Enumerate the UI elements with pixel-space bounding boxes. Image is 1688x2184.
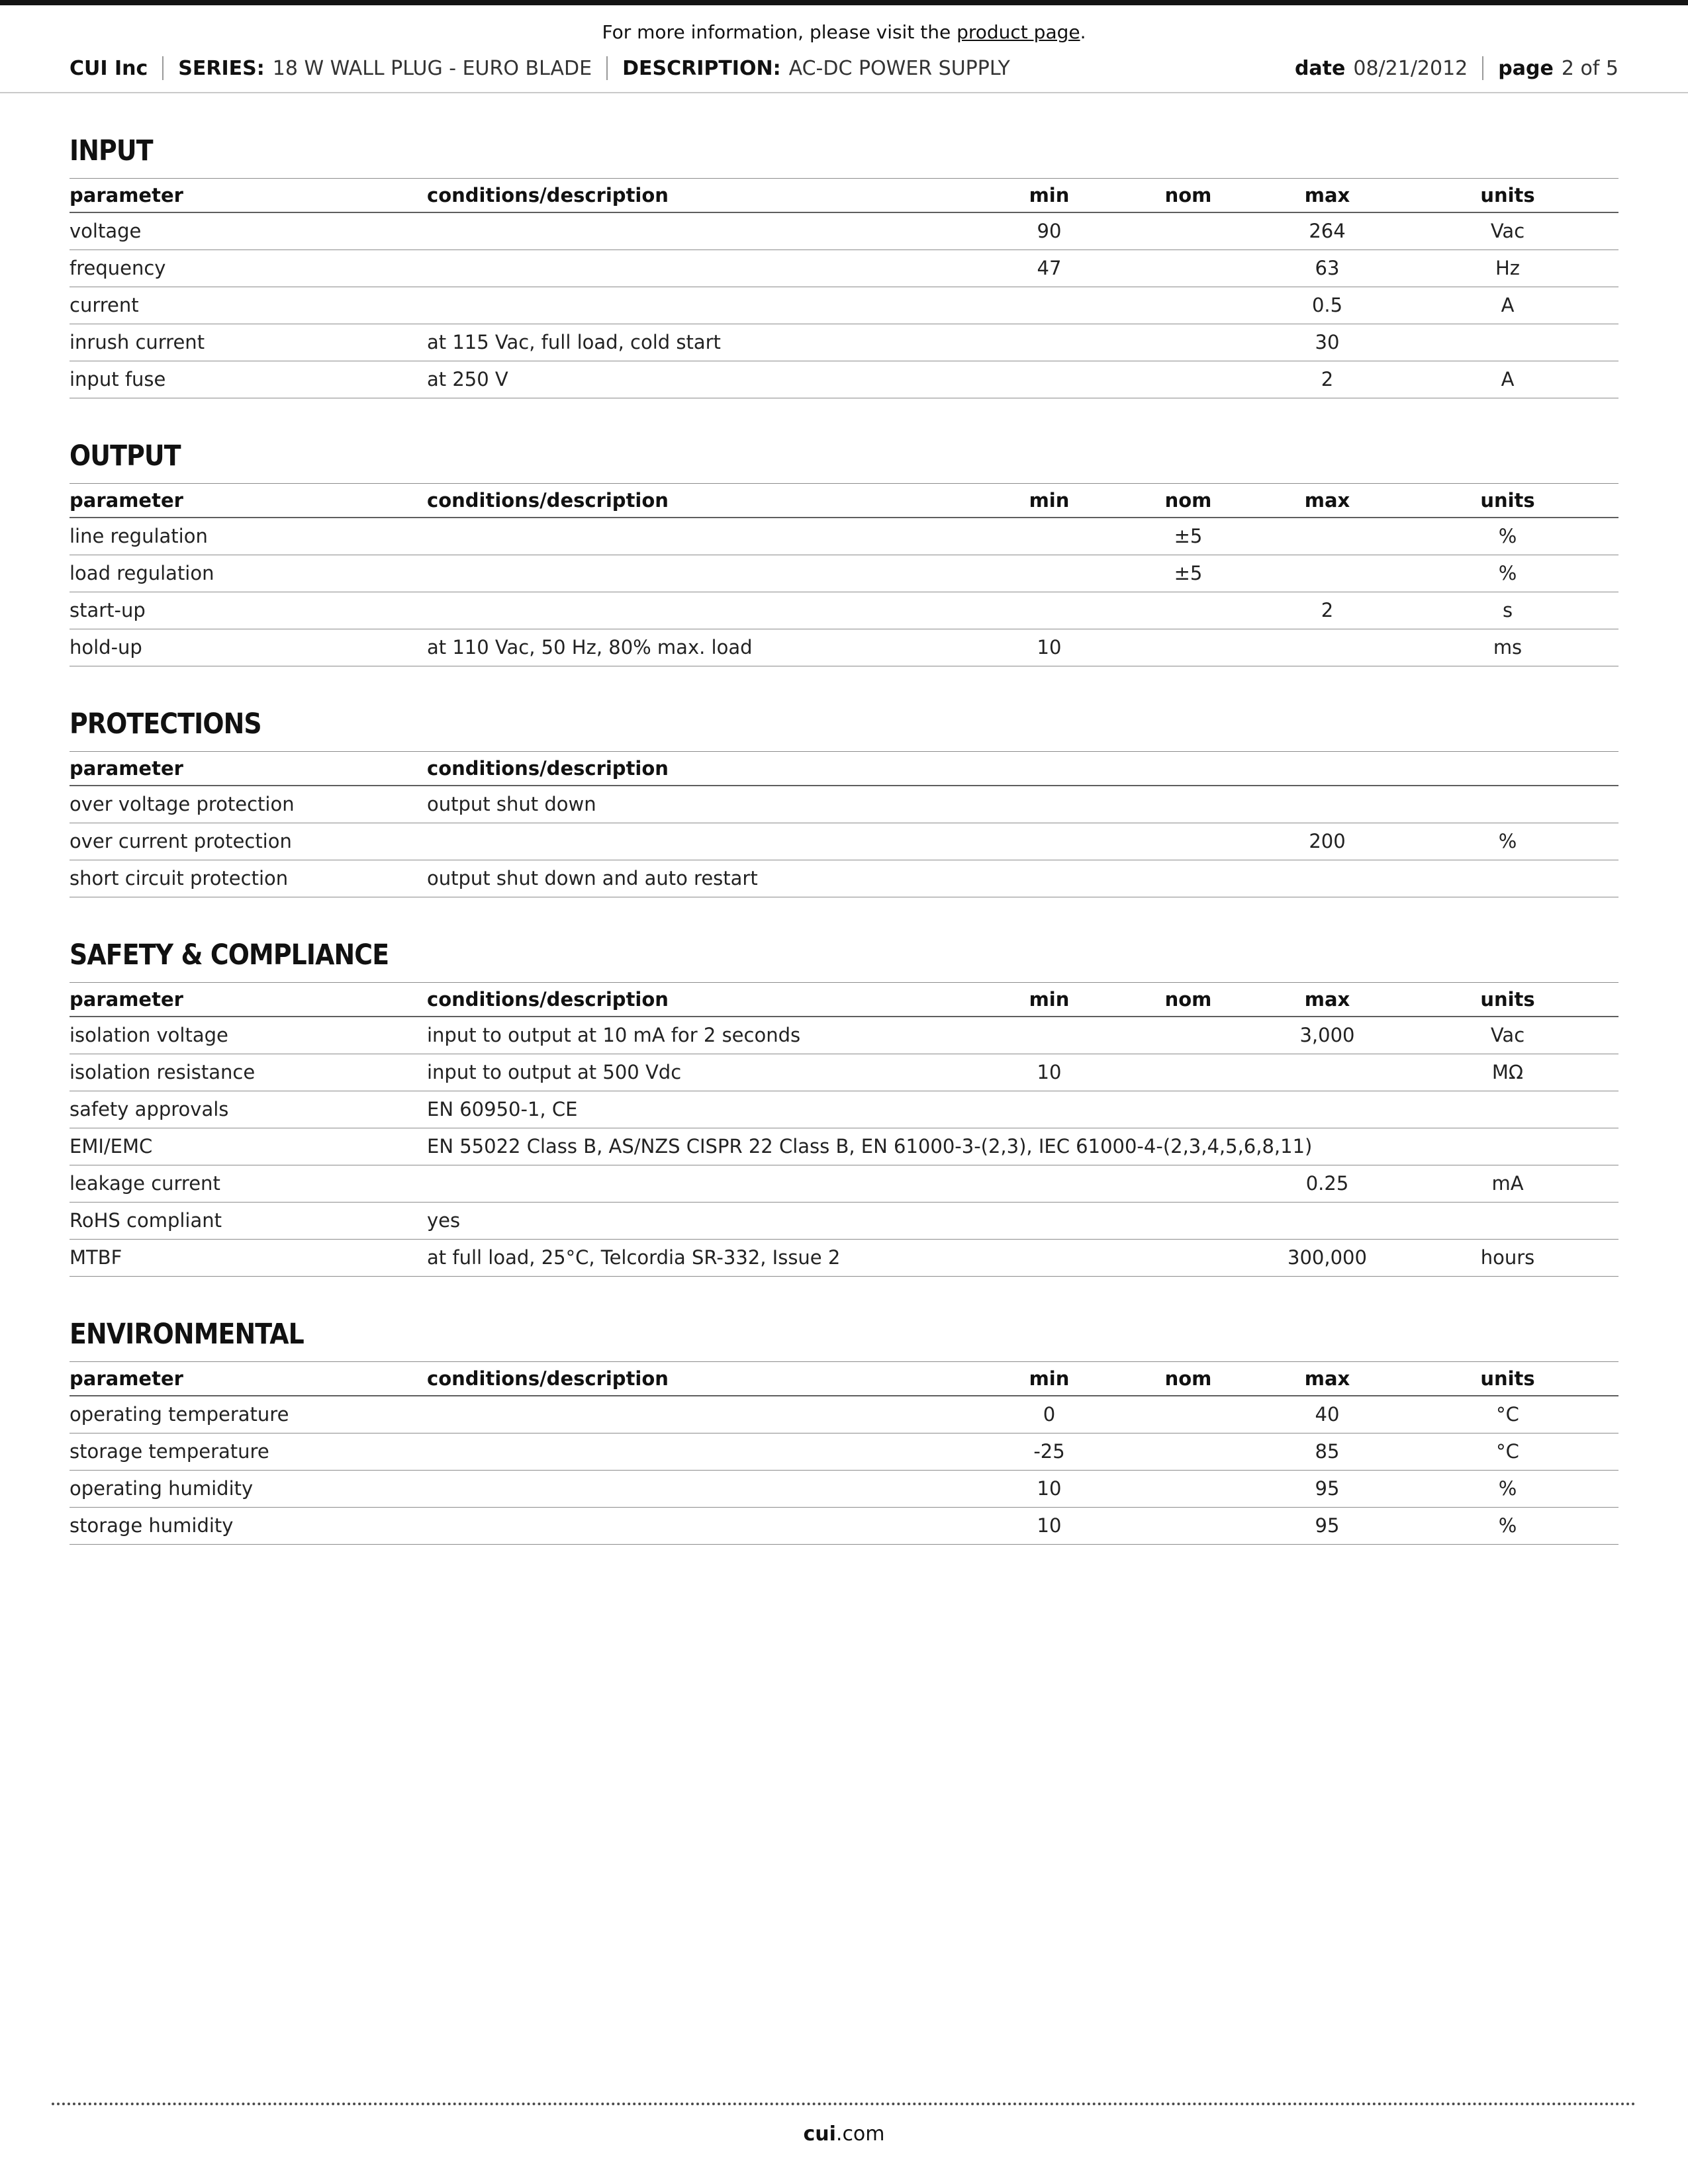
table-row [70, 860, 1618, 897]
cell-parameter: operating humidity [70, 1477, 254, 1500]
header-conditions: conditions/description [427, 987, 669, 1011]
cell-units: % [1498, 562, 1517, 585]
table-row [70, 1240, 1618, 1277]
table-row [70, 592, 1618, 629]
table-row [70, 518, 1618, 555]
footer-brand: cui [803, 2122, 836, 2146]
cell-units: % [1498, 1477, 1517, 1500]
header-conditions: conditions/description [427, 488, 669, 512]
cell-parameter: isolation resistance [70, 1061, 256, 1084]
cell-parameter: MTBF [70, 1246, 122, 1269]
cell-parameter: start-up [70, 599, 146, 622]
cell-min: 90 [1037, 220, 1062, 243]
header-max: max [1304, 183, 1350, 206]
cell-conditions: input to output at 500 Vdc [427, 1061, 682, 1084]
cell-units: Vac [1490, 1024, 1525, 1047]
cell-max [1258, 1217, 1397, 1225]
cell-nom [1119, 1448, 1258, 1456]
cell-nom [1119, 339, 1258, 347]
table-row [70, 1471, 1618, 1508]
cell-units [1397, 1106, 1618, 1114]
cell-min: 10 [1037, 1514, 1062, 1537]
header-nom: nom [1164, 1367, 1212, 1390]
cell-max: 2 [1321, 368, 1334, 391]
cell-min [980, 1106, 1119, 1114]
header-units: units [1480, 488, 1535, 512]
table-row [70, 1508, 1618, 1545]
cell-nom [1119, 801, 1258, 809]
cell-max: 63 [1315, 257, 1340, 280]
cell-units: A [1501, 368, 1515, 391]
cell-nom [1119, 1485, 1258, 1493]
cell-conditions: at 110 Vac, 50 Hz, 80% max. load [427, 636, 753, 659]
cell-max: 2 [1321, 599, 1334, 622]
cell-max [1258, 570, 1397, 578]
cell-nom [1119, 1217, 1258, 1225]
cell-max: 95 [1315, 1477, 1340, 1500]
table-row [70, 629, 1618, 666]
cell-nom [1119, 1106, 1258, 1114]
header-units: units [1480, 183, 1535, 206]
section-safety-compliance [70, 938, 1618, 1277]
cell-parameter: over voltage protection [70, 793, 295, 816]
cell-parameter: over current protection [70, 830, 292, 853]
series-label: SERIES: [178, 56, 265, 80]
header-conditions: conditions/description [427, 756, 669, 780]
cell-conditions [427, 228, 980, 236]
header-min: min [1029, 987, 1070, 1011]
cell-units [1397, 801, 1618, 809]
header-min [980, 764, 1119, 772]
header-parameter: parameter [70, 756, 183, 780]
cell-conditions: at full load, 25°C, Telcordia SR-332, Issue 2 [427, 1246, 841, 1269]
header-units: units [1480, 987, 1535, 1011]
header-parameter: parameter [70, 183, 183, 206]
table-row [70, 555, 1618, 592]
cell-units: s [1502, 599, 1513, 622]
description-value: AC-DC POWER SUPPLY [788, 56, 1010, 80]
header-nom [1119, 764, 1258, 772]
cell-conditions: at 115 Vac, full load, cold start [427, 331, 721, 354]
cell-nom [1119, 1411, 1258, 1419]
cell-min: 0 [1043, 1403, 1056, 1426]
spec-table-environmental [70, 1361, 1618, 1545]
header-units: units [1480, 1367, 1535, 1390]
cell-parameter: input fuse [70, 368, 166, 391]
cell-nom [1119, 838, 1258, 846]
cell-max: 40 [1315, 1403, 1340, 1426]
cell-nom [1119, 1143, 1258, 1151]
doc-header [70, 56, 1618, 80]
cell-min [980, 838, 1119, 846]
cell-max: 3,000 [1299, 1024, 1355, 1047]
table-header-row [70, 1362, 1618, 1396]
cell-parameter: storage humidity [70, 1514, 234, 1537]
spec-table-output [70, 483, 1618, 666]
cell-units [1397, 339, 1618, 347]
cell-min: 10 [1037, 636, 1062, 659]
cell-min [980, 302, 1119, 310]
cell-parameter: safety approvals [70, 1098, 229, 1121]
header-nom: nom [1164, 987, 1212, 1011]
cell-nom: ±5 [1174, 562, 1203, 585]
header-conditions: conditions/description [427, 1367, 669, 1390]
table-row [70, 213, 1618, 250]
cell-conditions [427, 1485, 980, 1493]
cell-max: 300,000 [1288, 1246, 1367, 1269]
cell-conditions: output shut down and auto restart [427, 867, 758, 890]
table-row [70, 1165, 1618, 1203]
footer-domain-suffix: .com [835, 2122, 885, 2146]
cell-min [980, 875, 1119, 883]
cell-units: mA [1491, 1172, 1524, 1195]
cell-nom [1119, 607, 1258, 615]
cell-units [1397, 875, 1618, 883]
header-parameter: parameter [70, 488, 183, 512]
cell-max [1258, 1069, 1397, 1077]
header-max: max [1304, 1367, 1350, 1390]
cell-min [980, 376, 1119, 384]
header-units [1397, 764, 1618, 772]
cell-min: 47 [1037, 257, 1062, 280]
cell-max: 95 [1315, 1514, 1340, 1537]
date-value: 08/21/2012 [1353, 56, 1468, 80]
cell-min: 10 [1037, 1477, 1062, 1500]
header-max [1258, 764, 1397, 772]
header-parameter: parameter [70, 1367, 183, 1390]
section-input [70, 134, 1618, 398]
cell-conditions: EN 60950-1, CE [427, 1098, 578, 1121]
header-min: min [1029, 1367, 1070, 1390]
cell-nom [1119, 1180, 1258, 1188]
cell-units: % [1498, 1514, 1517, 1537]
cell-conditions [427, 570, 980, 578]
cell-conditions [427, 1180, 980, 1188]
page-label: page [1498, 56, 1554, 80]
cell-max: 200 [1309, 830, 1346, 853]
cell-max [1258, 1143, 1397, 1151]
cell-conditions [427, 533, 980, 541]
cell-parameter: inrush current [70, 331, 205, 354]
cell-conditions [427, 1522, 980, 1530]
cell-conditions [427, 1448, 980, 1456]
section-output [70, 439, 1618, 666]
cell-units [1397, 1143, 1618, 1151]
cell-units: % [1498, 525, 1517, 548]
cell-min [980, 1254, 1119, 1262]
table-header-row [70, 752, 1618, 786]
cell-conditions [427, 302, 980, 310]
series-value: 18 W WALL PLUG - EURO BLADE [272, 56, 592, 80]
cell-max: 264 [1309, 220, 1346, 243]
cell-min [980, 533, 1119, 541]
section-title-output [70, 439, 1618, 473]
cell-nom: ±5 [1174, 525, 1203, 548]
cell-units: % [1498, 830, 1517, 853]
cell-parameter: voltage [70, 220, 142, 243]
section-title-text: PROTECTIONS [70, 707, 261, 741]
header-conditions: conditions/description [427, 183, 669, 206]
cell-conditions: input to output at 10 mA for 2 seconds [427, 1024, 801, 1047]
cell-parameter: EMI/EMC [70, 1135, 153, 1158]
description-label: DESCRIPTION: [622, 56, 781, 80]
cell-units [1397, 1217, 1618, 1225]
cell-min [980, 339, 1119, 347]
cell-parameter: operating temperature [70, 1403, 289, 1426]
section-title-input [70, 134, 1618, 167]
header-divider [606, 56, 608, 80]
header-min: min [1029, 488, 1070, 512]
header-min: min [1029, 183, 1070, 206]
header-max: max [1304, 987, 1350, 1011]
spec-table-safety-compliance [70, 982, 1618, 1277]
table-row [70, 1396, 1618, 1433]
cell-parameter: leakage current [70, 1172, 220, 1195]
cell-max: 85 [1315, 1440, 1340, 1463]
cell-parameter: storage temperature [70, 1440, 269, 1463]
cell-units: A [1501, 294, 1515, 317]
cell-nom [1119, 228, 1258, 236]
header-divider [162, 56, 164, 80]
table-header-row [70, 983, 1618, 1017]
cell-min [980, 801, 1119, 809]
header-nom: nom [1164, 183, 1212, 206]
cell-nom [1119, 376, 1258, 384]
cell-parameter: frequency [70, 257, 166, 280]
section-title-protections [70, 707, 1618, 741]
cell-max [1258, 644, 1397, 652]
cell-parameter: RoHS compliant [70, 1209, 222, 1232]
cell-units: ms [1493, 636, 1523, 659]
cell-conditions [427, 265, 980, 273]
date-label: date [1294, 56, 1346, 80]
cell-nom [1119, 644, 1258, 652]
cell-min [980, 1143, 1119, 1151]
header-parameter: parameter [70, 987, 183, 1011]
top-edge-bar [0, 0, 1688, 5]
cell-parameter: hold-up [70, 636, 142, 659]
section-environmental [70, 1318, 1618, 1545]
section-protections [70, 707, 1618, 897]
cell-min [980, 1032, 1119, 1040]
spec-table-input [70, 178, 1618, 398]
page-footer [0, 2103, 1688, 2146]
cell-min [980, 1217, 1119, 1225]
spec-table-protections [70, 751, 1618, 897]
table-header-row [70, 179, 1618, 213]
table-row [70, 324, 1618, 361]
table-row [70, 1054, 1618, 1091]
cell-conditions: EN 55022 Class B, AS/NZS CISPR 22 Class B, EN 61000-3-(2,3), IEC 61000-4-(2,3,4,5,6,8,11) [427, 1135, 1313, 1158]
cell-conditions [427, 607, 980, 615]
cell-nom [1119, 875, 1258, 883]
cell-nom [1119, 265, 1258, 273]
table-row [70, 287, 1618, 324]
top-note [0, 5, 1688, 43]
header-nom: nom [1164, 488, 1212, 512]
cell-min: -25 [1033, 1440, 1065, 1463]
cell-max [1258, 801, 1397, 809]
cell-nom [1119, 1069, 1258, 1077]
table-header-row [70, 484, 1618, 518]
cell-max: 0.25 [1305, 1172, 1349, 1195]
header-rule [0, 92, 1688, 93]
cell-min [980, 607, 1119, 615]
cell-units: °C [1496, 1440, 1519, 1463]
table-row [70, 1433, 1618, 1471]
cell-nom [1119, 1522, 1258, 1530]
cell-units: °C [1496, 1403, 1519, 1426]
section-title-text: ENVIRONMENTAL [70, 1318, 304, 1351]
sections [70, 134, 1618, 1545]
cell-conditions: yes [427, 1209, 461, 1232]
section-title-text: INPUT [70, 134, 153, 167]
table-row [70, 1203, 1618, 1240]
cell-min [980, 570, 1119, 578]
cell-units: Hz [1495, 257, 1521, 280]
cell-parameter: isolation voltage [70, 1024, 228, 1047]
table-row [70, 786, 1618, 823]
top-note-suffix: . [1080, 21, 1086, 43]
cell-max [1258, 1106, 1397, 1114]
cell-nom [1119, 302, 1258, 310]
table-row [70, 1091, 1618, 1128]
header-divider [1482, 56, 1483, 80]
table-row [70, 1017, 1618, 1054]
header-max: max [1304, 488, 1350, 512]
doc-header-right [1295, 56, 1618, 80]
cell-parameter: current [70, 294, 139, 317]
doc-header-left [70, 56, 1010, 80]
cell-parameter: short circuit protection [70, 867, 289, 890]
cell-units: Vac [1490, 220, 1525, 243]
cell-parameter: line regulation [70, 525, 208, 548]
cell-nom [1119, 1254, 1258, 1262]
cell-parameter: load regulation [70, 562, 214, 585]
cell-conditions: output shut down [427, 793, 596, 816]
cell-units: MΩ [1491, 1061, 1524, 1084]
product-page-link[interactable]: product page [957, 21, 1080, 43]
footer-dotted-rule [52, 2103, 1636, 2105]
table-row [70, 1128, 1618, 1165]
page-value: 2 of 5 [1561, 56, 1618, 80]
cell-conditions [427, 838, 980, 846]
cell-nom [1119, 1032, 1258, 1040]
company-name: CUI Inc [70, 56, 148, 80]
cell-min: 10 [1037, 1061, 1062, 1084]
table-row [70, 250, 1618, 287]
cell-units: hours [1480, 1246, 1535, 1269]
section-title-environmental [70, 1318, 1618, 1351]
section-title-text: OUTPUT [70, 439, 181, 473]
cell-max: 30 [1315, 331, 1340, 354]
cell-max [1258, 875, 1397, 883]
cell-min [980, 1180, 1119, 1188]
table-row [70, 361, 1618, 398]
section-title-text: SAFETY & COMPLIANCE [70, 938, 389, 972]
cell-conditions: at 250 V [427, 368, 508, 391]
cell-conditions [427, 1411, 980, 1419]
table-row [70, 823, 1618, 860]
top-note-prefix: For more information, please visit the [602, 21, 957, 43]
footer-text [0, 2122, 1688, 2146]
cell-max: 0.5 [1311, 294, 1343, 317]
section-title-safety-compliance [70, 938, 1618, 972]
cell-max [1258, 533, 1397, 541]
